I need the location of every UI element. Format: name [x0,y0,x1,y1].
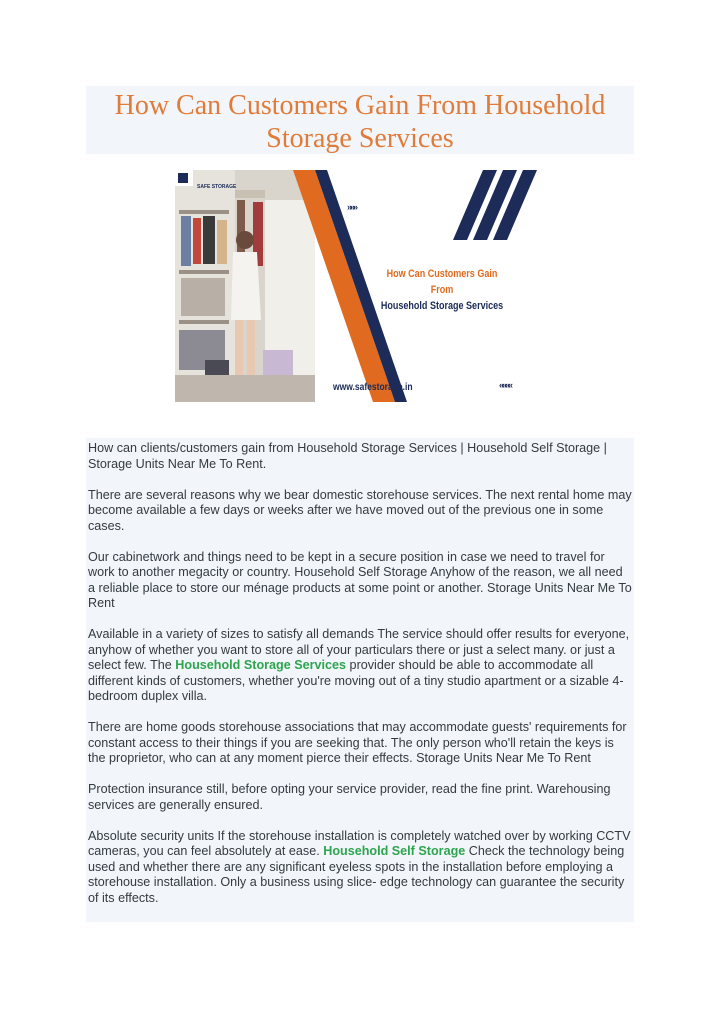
paragraph-3: Our cabinetwork and things need to be kept in a secure position in case we need to travel for work to another megacity or country. Household Self Storage Anyhow of the reason, we all need a reliable place to store our ménage products at some point or another. Storage Units Near Me To Rent [88,549,632,610]
paragraph-4 [88,627,632,705]
paragraph-7-text-a: Absolute security units If the storehouse installation is completely watched over by working CCTV cameras, you can feel absolutely at ease. [88,828,631,858]
paragraph-7 [88,829,632,907]
chevrons-left-icon: «««« [499,380,512,390]
chevrons-right-icon: »»» [347,202,357,212]
paragraph-4-text-b: provider should be able to accommodate all different kinds of customers, whether you're moving out of a tiny studio apartment or a sizable 4-bedroom duplex villa. [88,658,624,703]
paragraph-1: How can clients/customers gain from Household Storage Services | Household Self Storage | Storage Units Near Me To Rent. [88,441,607,471]
banner-logo-text: SAFE STORAGE [197,184,237,190]
household-storage-services-link[interactable]: Household Storage Services [175,658,347,672]
article-body [86,438,634,922]
banner-heading-line1: How Can Customers Gain From [386,268,498,296]
household-self-storage-link[interactable]: Household Self Storage [323,844,466,858]
page-title: How Can Customers Gain From Household Storage Services [86,86,634,154]
article-banner-image [175,170,540,402]
paragraph-7-text-b: Check the technology being used and whether there are any significant eyeless spots in the installation before employing a storehouse installation. Only a business using slice- edge technology can guarantee the security of its effects. [88,844,625,905]
paragraph-6: Protection insurance still, before opting your service provider, read the fine print. Warehousing services are generally ensured. [88,782,611,812]
banner-heading [381,266,504,314]
paragraph-4-text-a: Available in a variety of sizes to satisfy all demands The service should offer results for everyone, anyhow of whether you want to store all of your particulars there or just a select many. or just a select few. The [88,627,630,672]
paragraph-5: There are home goods storehouse associations that may accommodate guests' requirements for constant access to their things if you are seeking that. The only person who'll retain the keys is the proprietor, who can at any moment pierce their effects. Storage Units Near Me To Rent [88,720,627,765]
banner-url: www.safestorage.in [333,382,413,393]
paragraph-2: There are several reasons why we bear domestic storehouse services. The next rental home may become available a few days or weeks after we have moved out of the previous one in some cases. [88,487,632,533]
banner-heading-line2: Household Storage Services [380,300,504,312]
